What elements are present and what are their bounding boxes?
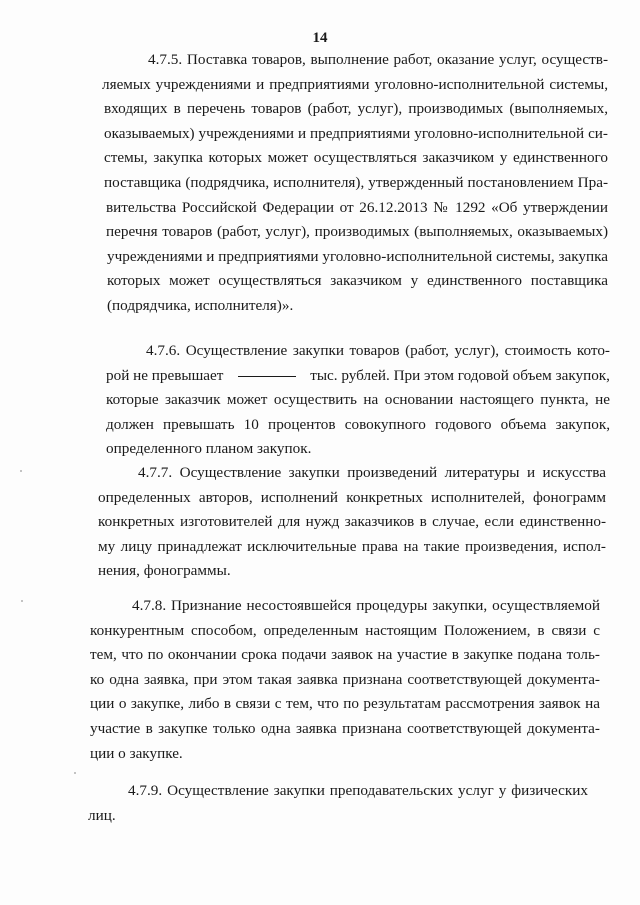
paragraph-4-7-9 <box>88 779 588 828</box>
paragraph-line: должен превышать 10 процентов совокупного годового объема закупок, <box>106 415 610 433</box>
paragraph-line: 4.7.7. Осуществление закупки произведений литературы и искусства <box>138 464 606 481</box>
paragraph-line: определенных авторов, исполнений конкретных исполнителей, фонограмм <box>98 488 606 506</box>
paragraph-line: вительства Российской Федерации от 26.12.2013 № 1292 «Об утверждении <box>106 198 608 216</box>
paragraph-line: ции о закупке. <box>90 744 183 762</box>
paragraph-4-7-5 <box>103 48 608 319</box>
page-number: 14 <box>312 30 328 46</box>
paragraph-line: нения, фонограммы. <box>98 562 231 580</box>
paragraph-line: ко одна заявка, при этом такая заявка признана соответствующей документа- <box>90 670 600 688</box>
paragraph-line: перечня товаров (работ, услуг), производимых (выполняемых, оказываемых) <box>106 223 608 241</box>
paragraph-line: которые заказчик может осуществить на основании настоящего пункта, не <box>106 391 610 409</box>
paragraph-line: (подрядчика, исполнителя)». <box>107 296 294 314</box>
paragraph-4-7-6 <box>106 339 610 462</box>
paragraph-line <box>106 364 610 389</box>
paragraph-line: 4.7.9. Осуществление закупки преподавательских услуг у физических <box>128 782 588 799</box>
paragraph-4-7-7 <box>98 461 606 584</box>
paragraph-line: ции о закупке, либо в связи с тем, что по результатам рассмотрения заявок на <box>90 695 600 713</box>
scan-speck <box>20 470 22 472</box>
paragraph-line: му лицу принадлежат исключительные права на такие произведения, испол- <box>98 537 606 555</box>
paragraph-line: лиц. <box>88 806 116 824</box>
paragraph-line: входящих в перечень товаров (работ, услуг), производимых (выполняемых, <box>104 100 608 118</box>
paragraph-line: учреждениями и предприятиями уголовно-исполнительной системы, закупка <box>107 247 608 265</box>
paragraph-line: оказываемых) учреждениями и предприятиями уголовно-исполнительной си- <box>104 124 608 142</box>
paragraph-line: конкурентным способом, определенным настоящим Положением, в связи с <box>90 621 600 639</box>
scan-speck <box>74 772 76 774</box>
paragraph-line: ляемых учреждениями и предприятиями уголовно-исполнительной системы, <box>102 75 608 93</box>
paragraph-line: определенного планом закупок. <box>106 440 312 458</box>
paragraph-line: участие в закупке только одна заявка признана соответствующей документа- <box>90 719 600 737</box>
paragraph-line: конкретных изготовителей для нужд заказчиков в случае, если единственно- <box>98 513 606 531</box>
paragraph-line: стемы, закупка которых может осуществляться заказчиком у единственного <box>104 149 608 167</box>
paragraph-line: 4.7.5. Поставка товаров, выполнение работ, оказание услуг, осуществ- <box>148 51 608 68</box>
paragraph-line: 4.7.8. Признание несостоявшейся процедуры закупки, осуществляемой <box>132 597 600 614</box>
paragraph-4-7-8 <box>90 594 600 766</box>
paragraph-line: которых может осуществляться заказчиком у единственного поставщика <box>107 272 608 290</box>
paragraph-line: тем, что по окончании срока подачи заявок на участие в закупке подана толь- <box>90 646 600 664</box>
scan-speck <box>21 600 23 602</box>
paragraph-line: 4.7.6. Осуществление закупки товаров (работ, услуг), стоимость кото- <box>146 342 610 359</box>
line-fragment: тыс. рублей. При этом годовой объем закупок, <box>310 366 610 384</box>
amount-blank-field <box>238 364 296 377</box>
paragraph-line: поставщика (подрядчика, исполнителя), утвержденный постановлением Пра- <box>104 173 608 191</box>
line-fragment: рой не превышает <box>106 366 224 384</box>
